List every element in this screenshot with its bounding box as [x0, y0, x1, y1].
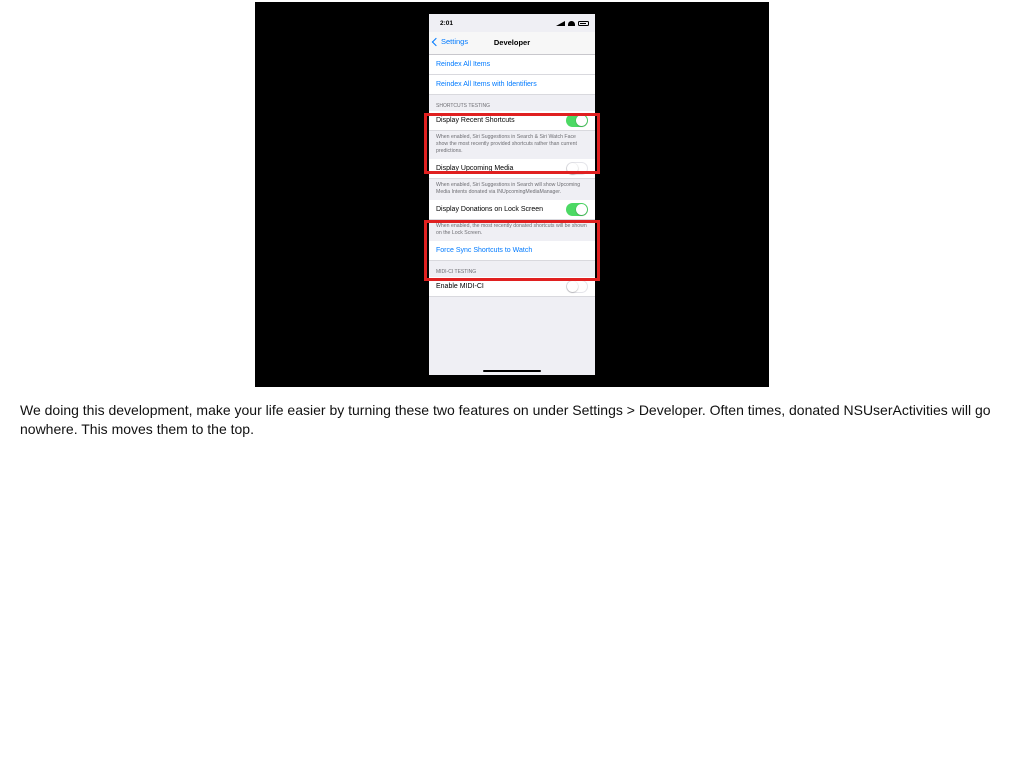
display-upcoming-media-footer: When enabled, Siri Suggestions in Search will show Upcoming Media Intents donated via INUpcomingMediaManager.: [436, 182, 581, 195]
wifi-icon: [568, 21, 575, 26]
force-sync-shortcuts-row[interactable]: Force Sync Shortcuts to Watch: [429, 241, 595, 261]
display-donations-row: [429, 200, 595, 220]
display-donations-label: Display Donations on Lock Screen: [436, 206, 544, 213]
display-donations-footer: When enabled, the most recently donated shortcuts will be shown on the Lock Screen.: [436, 223, 587, 236]
enable-midi-ci-toggle[interactable]: [566, 280, 588, 293]
phone-screen: [429, 14, 595, 375]
display-upcoming-media-label: Display Upcoming Media: [436, 165, 514, 172]
reindex-group: [429, 55, 595, 95]
back-label: Settings: [441, 37, 469, 46]
reindex-identifiers-row[interactable]: Reindex All Items with Identifiers: [429, 75, 595, 95]
navigation-bar: [429, 32, 595, 55]
status-bar: [429, 14, 595, 32]
slide-caption: We doing this development, make your life easier by turning these two features on under Settings > Developer. Often times, donated NSUserActivities will go nowhere. This moves them to the top.: [20, 402, 991, 437]
highlight-box-recent-shortcuts: [424, 113, 600, 174]
display-recent-shortcuts-label: Display Recent Shortcuts: [436, 117, 515, 124]
midi-ci-testing-header: MIDI-CI TESTING: [436, 269, 477, 275]
highlight-box-donations: [424, 220, 600, 281]
status-time: 2:01: [440, 19, 454, 27]
signal-icon: [556, 21, 565, 26]
display-recent-shortcuts-footer: When enabled, Siri Suggestions in Search & Siri Watch Face show the most recently provided shortcuts rather than current predictions.: [436, 134, 577, 154]
page-title: Developer: [493, 38, 531, 47]
screenshot-image: [255, 2, 769, 387]
home-indicator: [483, 370, 541, 372]
enable-midi-ci-label: Enable MIDI-CI: [436, 283, 484, 290]
battery-icon: [578, 21, 589, 26]
reindex-all-items-row[interactable]: Reindex All Items: [429, 55, 595, 75]
status-icons: [556, 21, 589, 26]
display-donations-toggle[interactable]: [566, 203, 588, 216]
shortcuts-testing-header: SHORTCUTS TESTING: [436, 103, 490, 109]
